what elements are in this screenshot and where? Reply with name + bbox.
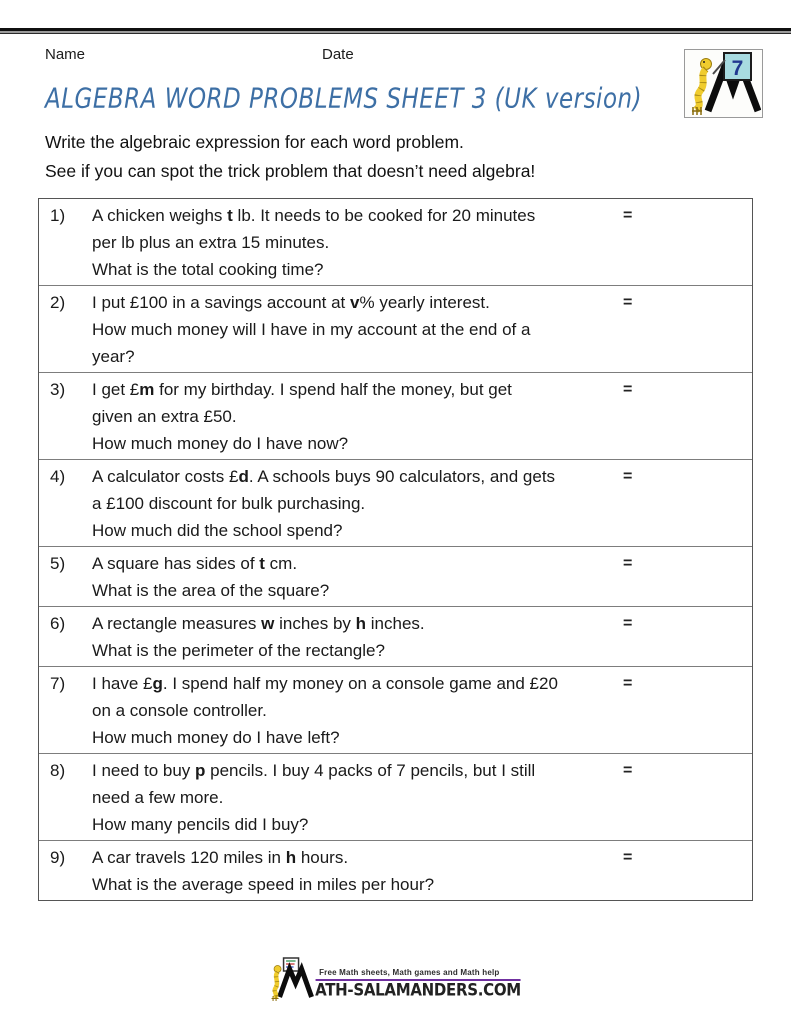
problem-number: 3) xyxy=(50,380,66,399)
problem-text xyxy=(92,757,623,838)
instruction-line-1: Write the algebraic expression for each word problem. xyxy=(45,132,464,152)
problem-number: 4) xyxy=(50,467,66,486)
problem-text xyxy=(92,202,623,283)
equals-sign: = xyxy=(623,381,633,398)
problem-line: on a console controller. xyxy=(92,701,267,720)
problem-row xyxy=(39,667,752,754)
footer-salamander-logo-icon xyxy=(270,955,316,1001)
problem-line: a £100 discount for bulk purchasing. xyxy=(92,494,366,513)
problem-number: 8) xyxy=(50,761,66,780)
problem-text xyxy=(92,289,623,370)
problem-number: 1) xyxy=(50,206,66,225)
problem-row xyxy=(39,286,752,373)
problem-line: How many pencils did I buy? xyxy=(92,815,309,834)
problem-text xyxy=(92,844,623,898)
problems-table xyxy=(38,198,753,901)
problem-row xyxy=(39,373,752,460)
equals-sign: = xyxy=(623,849,633,866)
problem-line: A car travels 120 miles in h hours. xyxy=(92,848,349,867)
problem-line: What is the perimeter of the rectangle? xyxy=(92,641,385,660)
problem-line: A rectangle measures w inches by h inches. xyxy=(92,614,425,633)
problem-line: I have £g. I spend half my money on a console game and £20 xyxy=(92,674,558,693)
name-field-label: Name xyxy=(45,46,86,63)
date-field-label: Date xyxy=(322,46,354,63)
problem-line: How much did the school spend? xyxy=(92,521,343,540)
footer-tagline: Free Math sheets, Math games and Math help xyxy=(319,967,500,977)
problem-number: 9) xyxy=(50,848,66,867)
footer-brand xyxy=(270,955,521,1001)
equals-sign: = xyxy=(623,555,633,572)
problem-line: I put £100 in a savings account at v% yearly interest. xyxy=(92,293,490,312)
problem-number: 6) xyxy=(50,614,66,633)
problem-line: I get £m for my birthday. I spend half the money, but get xyxy=(92,380,512,399)
equals-sign: = xyxy=(623,675,633,692)
footer-site-name: ATH-SALAMANDERS.COM xyxy=(315,979,521,1000)
problem-line: What is the area of the square? xyxy=(92,581,330,600)
problem-row xyxy=(39,547,752,607)
problem-line: How much money will I have in my account at the end of a xyxy=(92,320,531,339)
problem-line: given an extra £50. xyxy=(92,407,237,426)
footer-text-block xyxy=(309,968,521,1002)
problem-number: 2) xyxy=(50,293,66,312)
problem-text xyxy=(92,670,623,751)
problem-line: year? xyxy=(92,347,135,366)
problem-text xyxy=(92,550,623,604)
problem-line: What is the average speed in miles per hour? xyxy=(92,875,435,894)
problem-number: 7) xyxy=(50,674,66,693)
problem-text xyxy=(92,610,623,664)
problem-row xyxy=(39,460,752,547)
problem-line: A calculator costs £d. A schools buys 90 calculators, and gets xyxy=(92,467,556,486)
salamander-badge-icon xyxy=(686,51,761,116)
problem-line: need a few more. xyxy=(92,788,224,807)
problem-row xyxy=(39,607,752,667)
top-rule-bar xyxy=(0,28,791,35)
equals-sign: = xyxy=(623,207,633,224)
instruction-line-2: See if you can spot the trick problem that doesn’t need algebra! xyxy=(45,161,536,181)
problem-row xyxy=(39,199,752,286)
problem-row xyxy=(39,841,752,900)
equals-sign: = xyxy=(623,615,633,632)
equals-sign: = xyxy=(623,762,633,779)
problem-line: What is the total cooking time? xyxy=(92,260,324,279)
grade-number: 7 xyxy=(731,57,744,80)
problem-line: How much money do I have now? xyxy=(92,434,349,453)
problem-line: I need to buy p pencils. I buy 4 packs of 7 pencils, but I still xyxy=(92,761,536,780)
problem-text xyxy=(92,376,623,457)
problem-line: How much money do I have left? xyxy=(92,728,340,747)
m-easel-icon xyxy=(279,969,311,997)
equals-sign: = xyxy=(623,468,633,485)
problem-line: per lb plus an extra 15 minutes. xyxy=(92,233,330,252)
instructions xyxy=(45,128,535,186)
grade-badge xyxy=(684,49,763,118)
equals-sign: = xyxy=(623,294,633,311)
problem-line: A square has sides of t cm. xyxy=(92,554,298,573)
problem-line: A chicken weighs t lb. It needs to be cooked for 20 minutes xyxy=(92,206,536,225)
problem-number: 5) xyxy=(50,554,66,573)
problem-row xyxy=(39,754,752,841)
page-title: ALGEBRA WORD PROBLEMS SHEET 3 (UK version) xyxy=(45,84,643,115)
problem-text xyxy=(92,463,623,544)
